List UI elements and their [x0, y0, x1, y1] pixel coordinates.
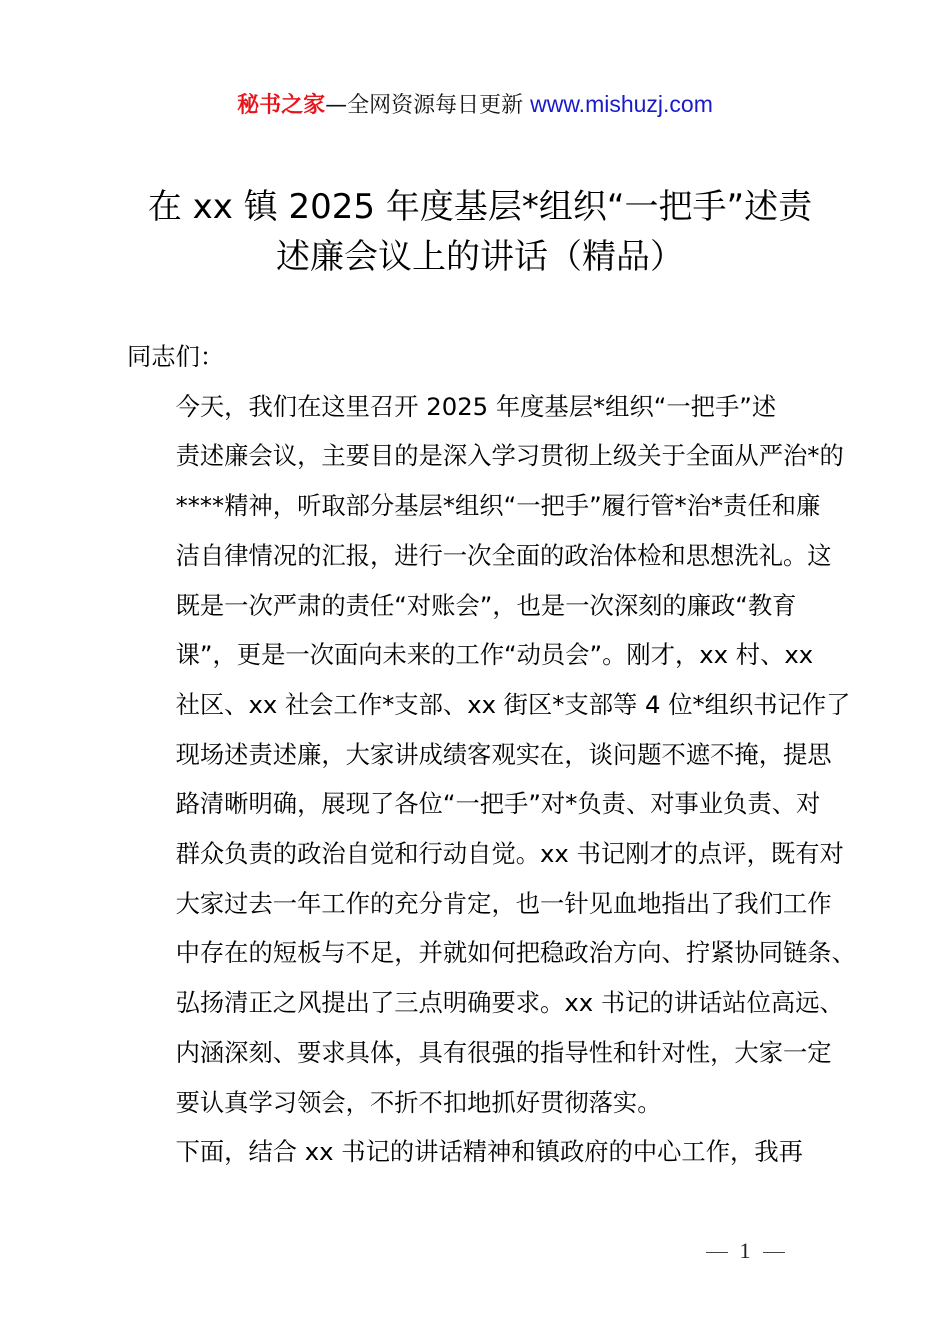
- text-line: 内涵深刻、要求具体，具有很强的指导性和针对性，大家一定: [175, 1037, 832, 1067]
- text-line: 既是一次严肃的责任“对账会”，也是一次深刻的廉政“教育: [175, 590, 797, 620]
- text-line: 群众负责的政治自觉和行动自觉。xx 书记刚才的点评，既有对: [175, 839, 844, 869]
- site-brand: 秘书之家: [237, 93, 326, 118]
- salutation: 同志们：: [127, 342, 225, 371]
- paragraph: [127, 1127, 837, 1177]
- text-line: 下面，结合 xx 书记的讲话精神和镇政府的中心工作，我再: [175, 1137, 803, 1167]
- text-line: 社区、xx 社会工作*支部、xx 街区*支部等 4 位*组织书记作了: [175, 689, 851, 719]
- site-header: [0, 88, 950, 122]
- text-line: 大家过去一年工作的充分肯定，也一针见血地指出了我们工作: [175, 888, 832, 918]
- title-line: 述廉会议上的讲话（精品）: [276, 237, 684, 277]
- text-line: 今天，我们在这里召开 2025 年度基层*组织“一把手”述: [175, 391, 777, 421]
- text-line: 现场述责述廉，大家讲成绩客观实在，谈问题不遮不掩，提思: [175, 739, 832, 769]
- text-line: 责述廉会议，主要目的是深入学习贯彻上级关于全面从严治*的: [175, 441, 844, 471]
- site-url-link[interactable]: www.mishuzj.com: [530, 91, 713, 117]
- text-line: 中存在的短板与不足，并就如何把稳政治方向、拧紧协同链条、: [175, 938, 856, 968]
- text-line: 课”，更是一次面向未来的工作“动员会”。刚才，xx 村、xx: [175, 640, 814, 670]
- text-line: ****精神，听取部分基层*组织“一把手”履行管*治*责任和廉: [175, 491, 821, 521]
- text-line: 路清晰明确，展现了各位“一把手”对*负责、对事业负责、对: [175, 789, 821, 819]
- text-line: 要认真学习领会，不折不扣地抓好贯彻落实。: [175, 1087, 662, 1117]
- footer-dash-left: [706, 1252, 728, 1253]
- text-line: 洁自律情况的汇报，进行一次全面的政治体检和思想洗礼。这: [175, 540, 832, 570]
- site-tagline: —全网资源每日更新: [325, 93, 531, 118]
- page-footer: [690, 1238, 800, 1264]
- page-number: 1: [739, 1238, 751, 1263]
- text-line: 弘扬清正之风提出了三点明确要求。xx 书记的讲话站位高远、: [175, 988, 844, 1018]
- document-body: [127, 332, 856, 1177]
- footer-dash-right: [763, 1252, 785, 1253]
- title-line: 在 xx 镇 2025 年度基层*组织“一把手”述责: [147, 187, 813, 227]
- paragraph: [127, 382, 856, 1128]
- document-title: [120, 182, 840, 282]
